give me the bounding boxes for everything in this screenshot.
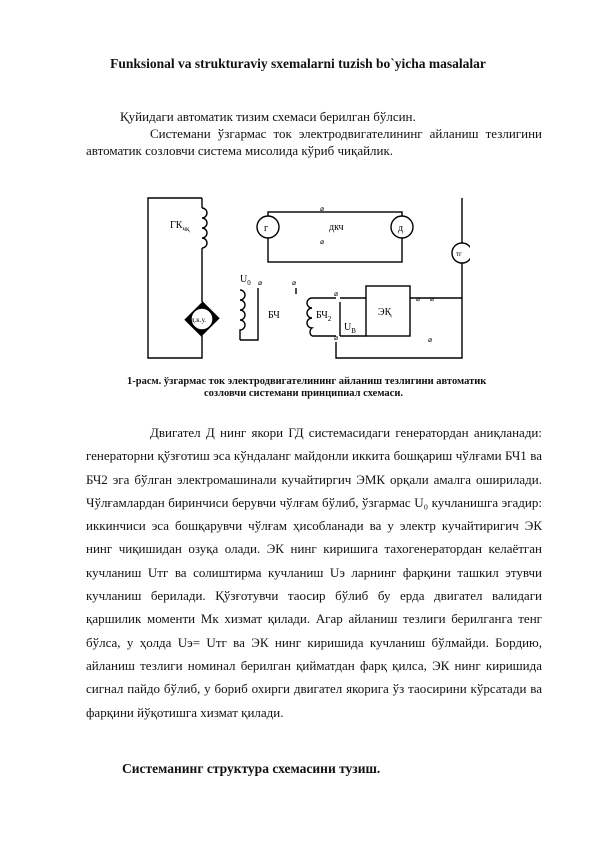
u0-terminal-right: ⌀ [292,279,297,287]
ek-terminal-bottom: ⌀ [428,336,433,344]
ek-terminal-right-1: ⌀ [416,295,421,303]
u0-terminal-left: ⌀ [258,279,263,287]
terminal-top: ⌀ [320,205,325,213]
ek-label: ЭҚ [378,307,392,318]
bch-winding [240,290,245,340]
gk-label: $ГК_{чқ}$ [170,220,190,233]
gd-loop [268,212,402,262]
u0-label: $U_0$ [240,274,251,287]
caption-line-1: 1-расм. ўзгармас ток электродвигателининг айланиш тезлигини автоматик [127,376,487,387]
page-heading: Funksional va strukturaviy sxemalarni tuzish bo`yicha masalalar [110,56,486,71]
generator-label: г [264,223,269,234]
bch-label: БЧ [268,310,280,321]
uv-label: $U_В$ [344,322,356,335]
motor-label: д.к.у. [191,316,207,324]
gk-winding [202,208,207,302]
intro-line-2: Системани ўзгармас ток электродвигателининг айланиш тезлигини автоматик созловчи система мисолида кўриб чиқайлик. [86,126,542,158]
body-paragraph: Двигател Д нинг якори ГД системасидаги генератордан аниқланади: генераторни қўзғотиш эса кўндаланг майдонли иккита бошқариш чўлғами БЧ1 ва БЧ2 эга бўлган электромашинали кучайтиргич ЭМК орқали амалга оширилади. Чўлғамлардан биринчиси берувчи чўлғам бўлиб, ўзгармас U₀ кучланишга эгадир: иккинчиси эса бошқарувчи чўлғам ҳисобланади ва у электр кучайтиригич ЭК нинг чиқишидан озуқа олади. ЭК нинг киришига тахогенератордан келаётган кучланиш Uтг ва солиштирма кучланиш Uэ ларнинг фарқини ташкил этувчи кучланиш берилади. Қўзғотувчи таосир бўлиб бу ерда двигател валидаги қаршилик моменти Мк хизмат қилади. Агар айланиш тезлиги берилганга тенг бўлса, у ҳолда Uэ= Uтг ва ЭК нинг киришида кучланиш бўлмайди. Бордию, айланиш тезлиги номинал берилган қийматдан фарқ қилса, ЭК нинг киришида сигнал пайдо бўлиб, у бориб охирги двигател якорига ўз таосирини кўрсатади ва фарқини йўқотишга хизмат қилади. [86,425,542,720]
tacho-label: тг [456,250,462,258]
intro-line-1: Қуйидаги автоматик тизим схемаси берилган бўлсин. [120,109,416,124]
figure-caption [127,376,547,400]
motor-d-label: д [398,223,404,234]
bch2-label: $БЧ_2$ [316,310,332,323]
task-heading: Системанинг структура схемасини тузиш. [122,761,381,776]
bch2-winding [307,298,312,336]
terminal-bottom: ⌀ [320,238,325,246]
dkch-label: дкч [329,222,344,233]
ek-terminal-right-2: ⌀ [430,295,435,303]
circuit-diagram [140,190,470,365]
caption-line-2: созловчи системани принципиал схемаси. [204,388,404,399]
uv-terminal-top: ⌀ [334,290,339,298]
uv-terminal-bottom: ⌀ [334,334,339,342]
